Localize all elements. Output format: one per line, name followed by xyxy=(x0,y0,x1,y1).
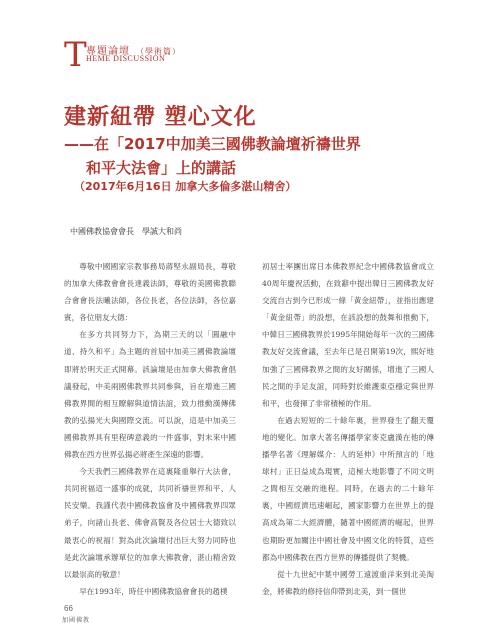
article-subtitle-line2: 和平大法會」上的講話 xyxy=(86,159,237,177)
body-column-right xyxy=(262,258,434,600)
body-column-left xyxy=(64,258,236,600)
paragraph: 從十九世紀中葉中國勞工遠渡重洋來到北美淘金，將佛教的修持信仰帶到北美，到一個世 xyxy=(262,569,434,596)
section-initial-letter: T xyxy=(64,35,87,75)
paragraph: 今天我們三國佛教界在這裏隆重舉行大法會，共同祝福這一盛事的成就，共同祈禱世界和平、人民安樂。我謹代表中國佛教協會及中國佛教界四眾弟子，向諸山長老、佛會高賢及各位居士大德致以最衷心的祝福！對為此次論壇付出巨大努力同時也是此次論壇承辦單位的加拿大佛教會，湛山精舍致以最崇高的敬意！ xyxy=(64,467,236,579)
paragraph: 在過去短短的二十餘年裏，世界發生了翻天覆地的變化。加拿大著名傳播學家麥克盧漢在他的傳播學名著《理解媒介：人的延伸》中所預言的「地球村」正日益成為現實，這極大地影響了不同文明之間相互交融的進程。同時，在過去的二十餘年裏，中國經濟迅速崛起，國家影響力在世界上的提高成為第二大經濟體，隨著中國經濟的崛起，世界也期盼更加關注中國社會及中國文化的特質，這些都為中國佛教在西方世界的傳播提供了契機。 xyxy=(262,415,434,562)
article-subtitle-line1: ——在「2017中加美三國佛教論壇祈禱世界 xyxy=(64,135,361,153)
article-date-location: （2017年6月16日 加拿大多倫多湛山精舍） xyxy=(74,180,297,193)
section-name: 專題論壇 xyxy=(86,46,130,57)
paragraph: 初居士率團出席日本佛教界紀念中國佛教協會成立40周年慶祝活動，在致辭中提出韓日三國佛教友好交流自古到今已形成一條「黃金紐帶」，並指出應建「黃金紐帶」的設想，在該設想的鼓舞和推動下，中韓日三國佛教界於1995年開始每年一次的三國佛教友好交流會議，至去年已是召開第19次，熙好地加強了三國佛教界之間的友好關係，增進了三國人民之間的手足友誼，同時對於維護東亞穩定與世界和平，也發揮了非常積極的作用。 xyxy=(262,262,434,408)
page-number: 66 xyxy=(64,604,73,613)
paragraph: 在多方共同努力下，為期三天的以「圓融中道、持久和平」為主題的首屆中加美三國佛教論壇即將於明天正式開幕。該論壇是由加拿大佛教會倡議發起，中美兩國佛教界共同參與，旨在增進三國佛教界間的相互瞭解與道情法誼，致力推動漢傳佛教的弘揚光大與國際交流。可以說，這是中加美三國佛教界具有里程碑意義的一件盛事，對未來中國佛教在西方世界弘揚必將產生深遠的影響。 xyxy=(64,330,236,460)
section-subtitle: （學術篇） xyxy=(136,47,181,56)
section-english-title: HEME DISCUSSION xyxy=(86,54,166,63)
paragraph: 尊敬中國國家宗教事務局蔣堅永副局長，尊敬的加拿大佛教會會長達義法師，尊敬的美國佛教聯合會會長法曦法師，各位長老，各位法師，各位嘉賓，各位朋友大德： xyxy=(64,262,236,323)
paragraph: 早在1993年，時任中國佛教協會會長的趙樸 xyxy=(79,586,228,596)
article-author: 中國佛教協會會長 學誠大和尚 xyxy=(70,227,182,236)
magazine-logo: 加國佛教 xyxy=(62,617,91,624)
article-title: 建新紐帶 塑心文化 xyxy=(64,105,257,130)
